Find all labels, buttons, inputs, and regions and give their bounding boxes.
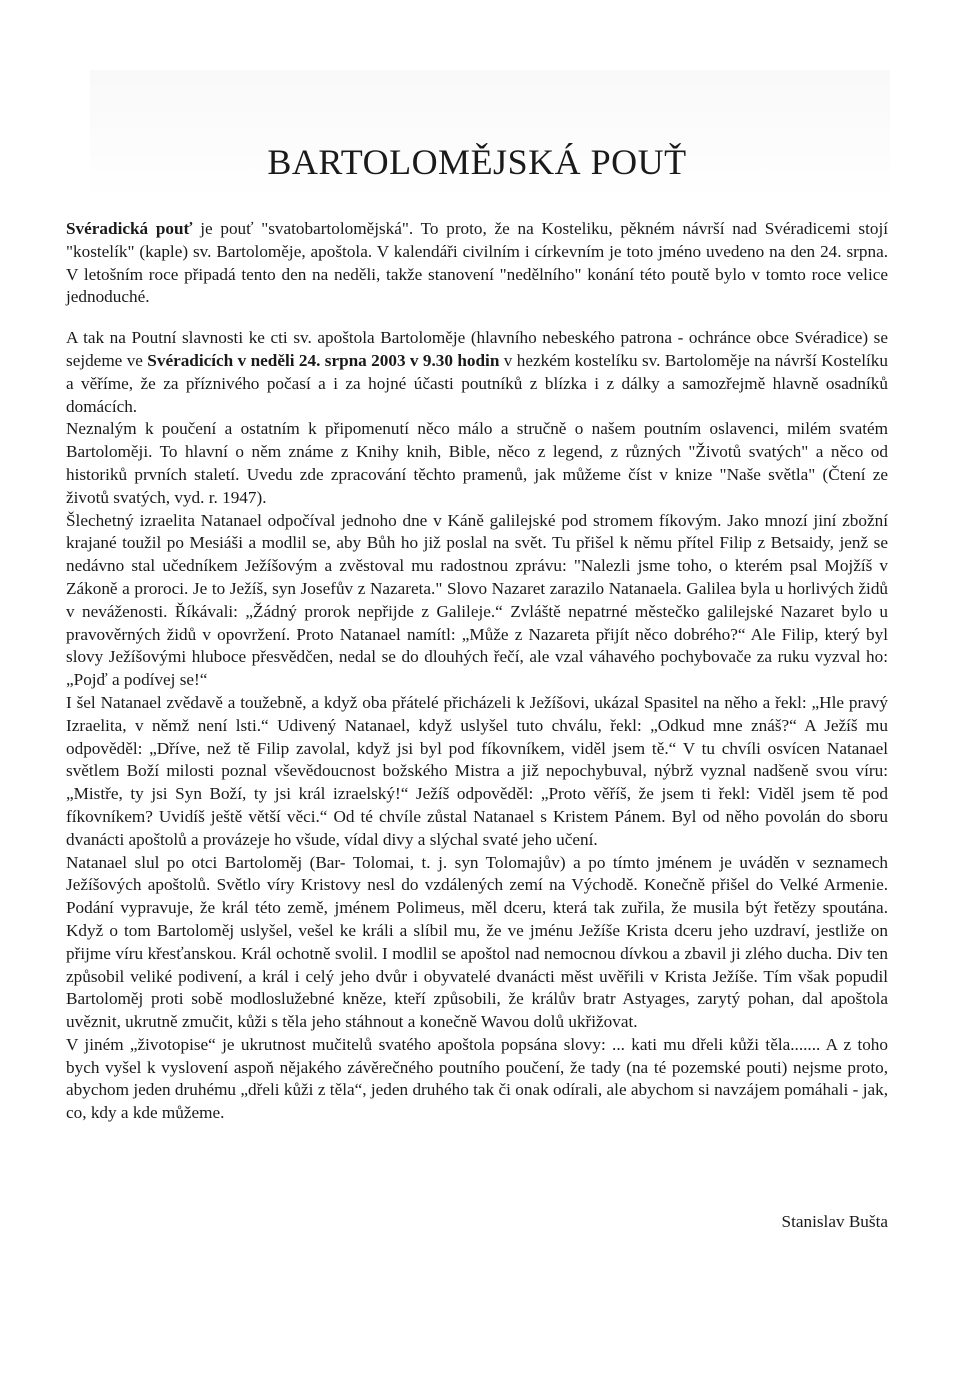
paragraph-conclusion: V jiném „životopise“ je ukrutnost mučitelů svatého apoštola popsána slovy: ... kati mu dřeli kůži těla....... A z toho bych vyšel k vyslovení aspoň nějakého závěrečného poutního poučení, že tady (na té pozemské pouti) nejsme proto, abychom jeden druhému „dřeli kůži z těla“, jeden druhého tak či onak odírali, ale abychom si navzájem pomáhali - jak, co, kdy a kde můžeme. — [66, 1034, 888, 1123]
document-title: BARTOLOMĚJSKÁ POUŤ — [267, 142, 687, 182]
bold-lead: Svéradická pouť — [66, 219, 193, 238]
paragraph-mission: Natanael slul po otci Bartoloměj (Bar- Tolomai, t. j. syn Tolomajův) a po tímto jménem je uváděn v seznamech Ježíšových apoštolů. Světlo víry Kristovy nesl do vzdálených zemí na Východě. Konečně přišel do Velké Armenie. Podání vypravuje, že král této země, jménem Polimeus, měl dceru, která tak zuřila, že musila být řetězy spoutána. Když o tom Bartoloměj uslyšel, vešel ke králi a slíbil mu, že ve jménu Ježíše Krista dceru jeho uzdraví, jestliže on přijme víru křesťanskou. Král ochotně svolil. I modlil se apoštol nad nemocnou dívkou a zbavil ji zlého ducha. Div ten způsobil veliké podivení, a král i celý jeho dvůr i obyvatelé dvanácti měst uvěřili v Krista Ježíše. Tím však popudil Bartoloměj proti sobě modloslužebné kněze, kteří způsobili, že králův bratr Astyages, zarytý pohan, dal apoštola uvěznit, ukrutně zmučit, kůži s těla jeho stáhnout a konečně Wavou dolů ukřižovat. — [66, 852, 888, 1032]
intro-text: je pouť "svatobartolomějská". To proto, že na Kosteliku, pěkném návrší nad Svéradicemi stojí "kostelík" (kaple) sv. Bartoloměje, apoštola. V kalendáři civilním i církevním je toto jméno uvedeno na den 24. srpna. V letošním roce připadá tento den na neděli, takže stanovení "nedělního" konání této poutě bylo v tomto roce velice jednoduché. — [66, 219, 888, 307]
invitation-text-b: v hezkém kostelíku sv. Bartoloměje na návrší Kostelíku a věříme, že za příznivého počasí a i za hojné účasti poutníků z blízka i z dálky a samozřejmě hlavně osadníků domácích. — [66, 350, 888, 416]
paragraph-meeting: I šel Natanael zvědavě a toužebně, a když oba přátelé přicházeli k Ježíšovi, ukázal Spasitel na něho a řekl: „Hle pravý Izraelita, v němž není lsti.“ Udivený Natanael, když uslyšel tuto chválu, řekl: „Odkud mne znáš?“ A Ježíš mu odpověděl: „Dříve, než tě Filip zavolal, když jsi byl pod fíkovníkem, viděl jsem tě.“ V tu chvíli osvícen Natanael světlem Boží milosti poznal vševědoucnost božského Mistra a již nepochybuval, nýbrž vyznal nadšeně svou víru: „Mistře, ty jsi Syn Boží, ty jsi král izraelský!“ Ježíš odpověděl: „Proto věříš, že jsem ti řekl: Viděl jsem tě pod fíkovníkem? Uvidíš ještě větší věci.“ Od té chvíle zůstal Natanael s Kristem Pánem. Byl od něho povolán do sboru dvanácti apoštolů a provázeje ho všude, vídal divy a slýchal svaté jeho učení. — [66, 692, 888, 849]
signature: Stanislav Bušta — [781, 1212, 888, 1231]
document-body — [66, 218, 888, 1125]
paragraph-natanael: Šlechetný izraelita Natanael odpočíval jednoho dne v Káně galilejské pod stromem fíkovým. Jako mnozí jiní zbožní krajané toužil po Mesiáši a modlil se, aby Bůh ho již poslal na svět. Tu přišel k němu přítel Filip z Betsaidy, jenž se nedávno stal učedníkem Ježíšovým a zvěstoval mu radostnou zprávu: "Nalezli jsme toho, o kterém psal Mojžíš v Zákoně a proroci. Je to Ježíš, syn Josefův z Nazareta." Slovo Nazaret zarazilo Natanaela. Galilea byla u horlivých židů v neváženosti. Říkávali: „Žádný prorok nepřijde z Galileje.“ Zvláště nepatrné městečko galilejské Nazaret bylo u pravověrných židů v opovržení. Proto Natanael namítl: „Může z Nazareta přijít něco dobrého?“ Ale Filip, který byl slovy Ježíšovými hluboce přesvědčen, nedal se do dlouhých řečí, ale vzal váhavého pochybovače za ruku vyzval ho: „Pojď a podívej se!“ — [66, 510, 888, 690]
document-page — [66, 140, 888, 1125]
paragraph-invitation — [66, 327, 888, 418]
paragraph-sources: Neznalým k poučení a ostatním k připomenutí něco málo a stručně o našem poutním oslavenci, milém svatém Bartoloměji. To hlavní o něm známe z Knihy knih, Bible, něco z legend, z různých "Životů svatých" a něco od historiků prvních staletí. Uvedu zde zpracování těchto pramenů, jak můžeme číst v knize "Naše světla" (Čtení ze životů svatých, vyd. r. 1947). — [66, 419, 888, 507]
paragraph-intro — [66, 218, 888, 309]
invitation-date: Svéradicích v neděli 24. srpna 2003 v 9.30 hodin — [147, 350, 500, 370]
invitation-text-a: A tak na Poutní slavnosti ke cti sv. apoštola Bartoloměje (hlavního nebeského patrona - ochránce obce Svéradice) se sejdeme ve — [66, 328, 888, 370]
